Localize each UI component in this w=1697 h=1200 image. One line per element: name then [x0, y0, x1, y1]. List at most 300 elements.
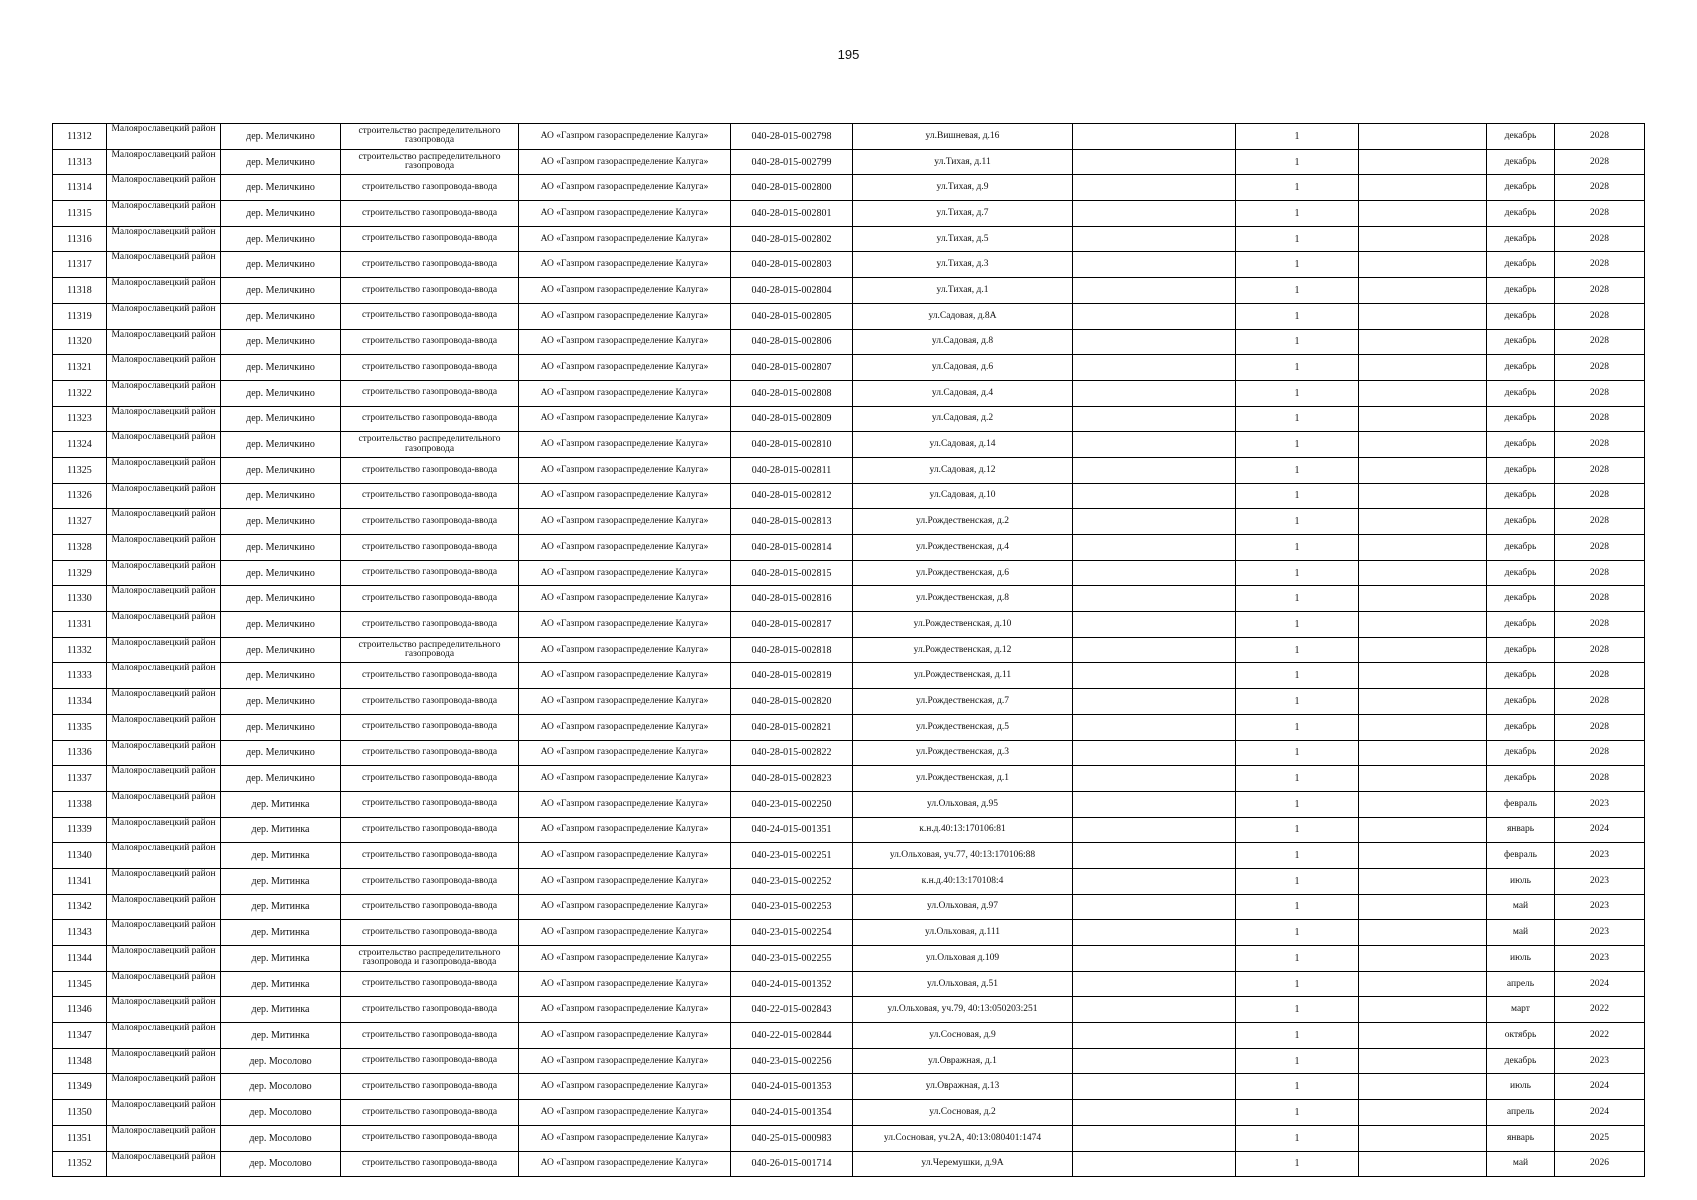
row-number: 11334: [53, 689, 107, 715]
district-cell: Малоярославецкий район: [107, 1125, 221, 1151]
table-row: [53, 149, 1645, 175]
row-number: 11339: [53, 817, 107, 843]
object-code-cell: 040-28-015-002813: [731, 509, 853, 535]
settlement-cell: дер. Меличкино: [221, 124, 341, 150]
organization-cell: АО «Газпром газораспределение Калуга»: [519, 432, 731, 458]
quantity-cell: 1: [1236, 457, 1359, 483]
quantity-cell: 1: [1236, 586, 1359, 612]
object-code-cell: 040-28-015-002814: [731, 535, 853, 561]
quantity-cell: 1: [1236, 791, 1359, 817]
organization-cell: АО «Газпром газораспределение Калуга»: [519, 1151, 731, 1177]
address-cell: ул.Садовая, д.12: [853, 457, 1073, 483]
settlement-cell: дер. Меличкино: [221, 535, 341, 561]
empty-cell: [1073, 714, 1236, 740]
address-cell: ул.Ольховая, уч.79, 40:13:050203:251: [853, 997, 1073, 1023]
empty-cell: [1359, 535, 1487, 561]
work-type-cell: строительство распределительного газопровода: [341, 149, 519, 175]
object-code-cell: 040-28-015-002800: [731, 175, 853, 201]
empty-cell: [1359, 920, 1487, 946]
organization-cell: АО «Газпром газораспределение Калуга»: [519, 894, 731, 920]
organization-cell: АО «Газпром газораспределение Калуга»: [519, 817, 731, 843]
table-row: [53, 894, 1645, 920]
address-cell: ул.Тихая, д.1: [853, 278, 1073, 304]
month-cell: декабрь: [1487, 380, 1555, 406]
month-cell: октябрь: [1487, 1023, 1555, 1049]
year-cell: 2023: [1555, 1048, 1645, 1074]
quantity-cell: 1: [1236, 637, 1359, 663]
row-number: 11351: [53, 1125, 107, 1151]
settlement-cell: дер. Митинка: [221, 997, 341, 1023]
settlement-cell: дер. Митинка: [221, 920, 341, 946]
year-cell: 2028: [1555, 406, 1645, 432]
address-cell: ул.Рождественская, д.4: [853, 535, 1073, 561]
organization-cell: АО «Газпром газораспределение Калуга»: [519, 586, 731, 612]
year-cell: 2028: [1555, 149, 1645, 175]
month-cell: декабрь: [1487, 560, 1555, 586]
empty-cell: [1073, 920, 1236, 946]
organization-cell: АО «Газпром газораспределение Калуга»: [519, 278, 731, 304]
empty-cell: [1359, 1074, 1487, 1100]
settlement-cell: дер. Меличкино: [221, 278, 341, 304]
quantity-cell: 1: [1236, 175, 1359, 201]
year-cell: 2028: [1555, 457, 1645, 483]
page-number: 195: [837, 47, 860, 62]
object-code-cell: 040-24-015-001354: [731, 1100, 853, 1126]
work-type-cell: строительство газопровода-ввода: [341, 201, 519, 227]
address-cell: ул.Рождественская, д.1: [853, 766, 1073, 792]
object-code-cell: 040-28-015-002809: [731, 406, 853, 432]
empty-cell: [1073, 1074, 1236, 1100]
quantity-cell: 1: [1236, 1125, 1359, 1151]
month-cell: июль: [1487, 946, 1555, 972]
quantity-cell: 1: [1236, 971, 1359, 997]
table-row: [53, 868, 1645, 894]
row-number: 11333: [53, 663, 107, 689]
settlement-cell: дер. Меличкино: [221, 380, 341, 406]
district-cell: Малоярославецкий район: [107, 432, 221, 458]
month-cell: декабрь: [1487, 663, 1555, 689]
quantity-cell: 1: [1236, 380, 1359, 406]
work-type-cell: строительство газопровода-ввода: [341, 303, 519, 329]
work-type-cell: строительство газопровода-ввода: [341, 997, 519, 1023]
empty-cell: [1073, 997, 1236, 1023]
month-cell: декабрь: [1487, 689, 1555, 715]
settlement-cell: дер. Меличкино: [221, 406, 341, 432]
empty-cell: [1359, 817, 1487, 843]
month-cell: май: [1487, 894, 1555, 920]
work-type-cell: строительство газопровода-ввода: [341, 535, 519, 561]
empty-cell: [1359, 175, 1487, 201]
month-cell: январь: [1487, 817, 1555, 843]
district-cell: Малоярославецкий район: [107, 997, 221, 1023]
empty-cell: [1073, 432, 1236, 458]
month-cell: июль: [1487, 868, 1555, 894]
district-cell: Малоярославецкий район: [107, 380, 221, 406]
organization-cell: АО «Газпром газораспределение Калуга»: [519, 175, 731, 201]
address-cell: ул.Сосновая, уч.2А, 40:13:080401:1474: [853, 1125, 1073, 1151]
organization-cell: АО «Газпром газораспределение Калуга»: [519, 971, 731, 997]
object-code-cell: 040-23-015-002252: [731, 868, 853, 894]
table-row: [53, 201, 1645, 227]
organization-cell: АО «Газпром газораспределение Калуга»: [519, 483, 731, 509]
organization-cell: АО «Газпром газораспределение Калуга»: [519, 535, 731, 561]
year-cell: 2028: [1555, 226, 1645, 252]
district-cell: Малоярославецкий район: [107, 1023, 221, 1049]
empty-cell: [1359, 689, 1487, 715]
table-row: [53, 586, 1645, 612]
work-type-cell: строительство газопровода-ввода: [341, 483, 519, 509]
table-row: [53, 817, 1645, 843]
settlement-cell: дер. Митинка: [221, 868, 341, 894]
settlement-cell: дер. Митинка: [221, 894, 341, 920]
empty-cell: [1359, 971, 1487, 997]
quantity-cell: 1: [1236, 278, 1359, 304]
month-cell: июль: [1487, 1074, 1555, 1100]
object-code-cell: 040-26-015-001714: [731, 1151, 853, 1177]
address-cell: ул.Ольховая, д.111: [853, 920, 1073, 946]
year-cell: 2022: [1555, 1023, 1645, 1049]
quantity-cell: 1: [1236, 406, 1359, 432]
organization-cell: АО «Газпром газораспределение Калуга»: [519, 149, 731, 175]
year-cell: 2028: [1555, 535, 1645, 561]
month-cell: май: [1487, 1151, 1555, 1177]
month-cell: апрель: [1487, 971, 1555, 997]
object-code-cell: 040-28-015-002819: [731, 663, 853, 689]
settlement-cell: дер. Меличкино: [221, 149, 341, 175]
month-cell: январь: [1487, 1125, 1555, 1151]
table-row: [53, 124, 1645, 150]
year-cell: 2028: [1555, 303, 1645, 329]
empty-cell: [1359, 483, 1487, 509]
year-cell: 2028: [1555, 201, 1645, 227]
settlement-cell: дер. Митинка: [221, 1023, 341, 1049]
work-type-cell: строительство газопровода-ввода: [341, 920, 519, 946]
settlement-cell: дер. Меличкино: [221, 432, 341, 458]
work-type-cell: строительство газопровода-ввода: [341, 971, 519, 997]
empty-cell: [1073, 637, 1236, 663]
object-code-cell: 040-28-015-002805: [731, 303, 853, 329]
table-row: [53, 637, 1645, 663]
district-cell: Малоярославецкий район: [107, 278, 221, 304]
year-cell: 2023: [1555, 791, 1645, 817]
quantity-cell: 1: [1236, 560, 1359, 586]
year-cell: 2024: [1555, 1074, 1645, 1100]
work-type-cell: строительство газопровода-ввода: [341, 226, 519, 252]
empty-cell: [1073, 329, 1236, 355]
empty-cell: [1359, 124, 1487, 150]
empty-cell: [1073, 303, 1236, 329]
empty-cell: [1073, 149, 1236, 175]
address-cell: ул.Тихая, д.11: [853, 149, 1073, 175]
table-row: [53, 457, 1645, 483]
empty-cell: [1359, 1023, 1487, 1049]
empty-cell: [1073, 226, 1236, 252]
row-number: 11340: [53, 843, 107, 869]
object-code-cell: 040-25-015-000983: [731, 1125, 853, 1151]
organization-cell: АО «Газпром газораспределение Калуга»: [519, 740, 731, 766]
work-type-cell: строительство газопровода-ввода: [341, 509, 519, 535]
address-cell: ул.Садовая, д.10: [853, 483, 1073, 509]
quantity-cell: 1: [1236, 1100, 1359, 1126]
quantity-cell: 1: [1236, 740, 1359, 766]
table-row: [53, 920, 1645, 946]
settlement-cell: дер. Митинка: [221, 791, 341, 817]
organization-cell: АО «Газпром газораспределение Калуга»: [519, 663, 731, 689]
month-cell: декабрь: [1487, 714, 1555, 740]
quantity-cell: 1: [1236, 329, 1359, 355]
empty-cell: [1073, 355, 1236, 381]
district-cell: Малоярославецкий район: [107, 714, 221, 740]
object-code-cell: 040-28-015-002810: [731, 432, 853, 458]
month-cell: декабрь: [1487, 535, 1555, 561]
work-type-cell: строительство газопровода-ввода: [341, 457, 519, 483]
year-cell: 2028: [1555, 175, 1645, 201]
month-cell: декабрь: [1487, 766, 1555, 792]
year-cell: 2022: [1555, 997, 1645, 1023]
empty-cell: [1073, 612, 1236, 638]
work-type-cell: строительство газопровода-ввода: [341, 252, 519, 278]
work-type-cell: строительство газопровода-ввода: [341, 175, 519, 201]
month-cell: декабрь: [1487, 406, 1555, 432]
object-code-cell: 040-28-015-002812: [731, 483, 853, 509]
table-row: [53, 483, 1645, 509]
address-cell: ул.Овражная, д.13: [853, 1074, 1073, 1100]
organization-cell: АО «Газпром газораспределение Калуга»: [519, 355, 731, 381]
district-cell: Малоярославецкий район: [107, 483, 221, 509]
table-row: [53, 252, 1645, 278]
organization-cell: АО «Газпром газораспределение Калуга»: [519, 1100, 731, 1126]
address-cell: ул.Тихая, д.3: [853, 252, 1073, 278]
organization-cell: АО «Газпром газораспределение Калуга»: [519, 124, 731, 150]
table-row: [53, 406, 1645, 432]
row-number: 11325: [53, 457, 107, 483]
district-cell: Малоярославецкий район: [107, 329, 221, 355]
month-cell: декабрь: [1487, 201, 1555, 227]
empty-cell: [1359, 201, 1487, 227]
quantity-cell: 1: [1236, 868, 1359, 894]
empty-cell: [1073, 509, 1236, 535]
year-cell: 2028: [1555, 483, 1645, 509]
work-type-cell: строительство газопровода-ввода: [341, 1023, 519, 1049]
row-number: 11319: [53, 303, 107, 329]
work-type-cell: строительство газопровода-ввода: [341, 817, 519, 843]
empty-cell: [1359, 329, 1487, 355]
address-cell: ул.Ольховая д.109: [853, 946, 1073, 972]
year-cell: 2028: [1555, 689, 1645, 715]
settlement-cell: дер. Меличкино: [221, 689, 341, 715]
quantity-cell: 1: [1236, 689, 1359, 715]
year-cell: 2028: [1555, 380, 1645, 406]
empty-cell: [1073, 535, 1236, 561]
year-cell: 2023: [1555, 920, 1645, 946]
month-cell: декабрь: [1487, 1048, 1555, 1074]
address-cell: ул.Рождественская, д.10: [853, 612, 1073, 638]
month-cell: декабрь: [1487, 149, 1555, 175]
organization-cell: АО «Газпром газораспределение Калуга»: [519, 1048, 731, 1074]
quantity-cell: 1: [1236, 252, 1359, 278]
year-cell: 2028: [1555, 637, 1645, 663]
quantity-cell: 1: [1236, 1151, 1359, 1177]
empty-cell: [1359, 1100, 1487, 1126]
organization-cell: АО «Газпром газораспределение Калуга»: [519, 201, 731, 227]
table-row: [53, 740, 1645, 766]
address-cell: ул.Садовая, д.14: [853, 432, 1073, 458]
year-cell: 2028: [1555, 714, 1645, 740]
work-type-cell: строительство газопровода-ввода: [341, 1048, 519, 1074]
year-cell: 2028: [1555, 329, 1645, 355]
row-number: 11316: [53, 226, 107, 252]
district-cell: Малоярославецкий район: [107, 817, 221, 843]
district-cell: Малоярославецкий район: [107, 1151, 221, 1177]
settlement-cell: дер. Меличкино: [221, 175, 341, 201]
object-code-cell: 040-28-015-002799: [731, 149, 853, 175]
address-cell: ул.Сосновая, д.2: [853, 1100, 1073, 1126]
empty-cell: [1359, 612, 1487, 638]
row-number: 11337: [53, 766, 107, 792]
year-cell: 2028: [1555, 766, 1645, 792]
month-cell: декабрь: [1487, 483, 1555, 509]
empty-cell: [1073, 894, 1236, 920]
row-number: 11328: [53, 535, 107, 561]
month-cell: декабрь: [1487, 355, 1555, 381]
district-cell: Малоярославецкий район: [107, 226, 221, 252]
work-type-cell: строительство газопровода-ввода: [341, 663, 519, 689]
district-cell: Малоярославецкий район: [107, 355, 221, 381]
work-type-cell: строительство газопровода-ввода: [341, 329, 519, 355]
organization-cell: АО «Газпром газораспределение Калуга»: [519, 1023, 731, 1049]
object-code-cell: 040-23-015-002251: [731, 843, 853, 869]
object-code-cell: 040-22-015-002843: [731, 997, 853, 1023]
year-cell: 2026: [1555, 1151, 1645, 1177]
settlement-cell: дер. Мосолово: [221, 1125, 341, 1151]
organization-cell: АО «Газпром газораспределение Калуга»: [519, 1125, 731, 1151]
table-row: [53, 612, 1645, 638]
table-body: [53, 124, 1645, 1177]
settlement-cell: дер. Меличкино: [221, 586, 341, 612]
table-row: [53, 509, 1645, 535]
address-cell: ул.Рождественская, д.8: [853, 586, 1073, 612]
district-cell: Малоярославецкий район: [107, 560, 221, 586]
row-number: 11324: [53, 432, 107, 458]
empty-cell: [1359, 149, 1487, 175]
work-type-cell: строительство распределительного газопровода и газопровода-ввода: [341, 946, 519, 972]
month-cell: декабрь: [1487, 432, 1555, 458]
settlement-cell: дер. Митинка: [221, 946, 341, 972]
settlement-cell: дер. Мосолово: [221, 1048, 341, 1074]
settlement-cell: дер. Митинка: [221, 817, 341, 843]
empty-cell: [1359, 432, 1487, 458]
address-cell: ул.Рождественская, д.2: [853, 509, 1073, 535]
table-row: [53, 329, 1645, 355]
work-type-cell: строительство газопровода-ввода: [341, 406, 519, 432]
address-cell: ул.Тихая, д.9: [853, 175, 1073, 201]
row-number: 11329: [53, 560, 107, 586]
empty-cell: [1359, 637, 1487, 663]
row-number: 11318: [53, 278, 107, 304]
empty-cell: [1073, 124, 1236, 150]
month-cell: декабрь: [1487, 329, 1555, 355]
object-code-cell: 040-28-015-002808: [731, 380, 853, 406]
empty-cell: [1359, 1151, 1487, 1177]
work-type-cell: строительство газопровода-ввода: [341, 355, 519, 381]
object-code-cell: 040-23-015-002254: [731, 920, 853, 946]
empty-cell: [1359, 868, 1487, 894]
row-number: 11336: [53, 740, 107, 766]
empty-cell: [1073, 1100, 1236, 1126]
address-cell: ул.Рождественская, д.6: [853, 560, 1073, 586]
year-cell: 2028: [1555, 124, 1645, 150]
empty-cell: [1073, 1125, 1236, 1151]
quantity-cell: 1: [1236, 817, 1359, 843]
address-cell: ул.Рождественская, д.12: [853, 637, 1073, 663]
table-row: [53, 226, 1645, 252]
row-number: 11317: [53, 252, 107, 278]
district-cell: Малоярославецкий район: [107, 971, 221, 997]
district-cell: Малоярославецкий район: [107, 149, 221, 175]
settlement-cell: дер. Меличкино: [221, 457, 341, 483]
row-number: 11327: [53, 509, 107, 535]
work-type-cell: строительство газопровода-ввода: [341, 843, 519, 869]
month-cell: март: [1487, 997, 1555, 1023]
empty-cell: [1359, 714, 1487, 740]
address-cell: ул.Тихая, д.7: [853, 201, 1073, 227]
address-cell: ул.Ольховая, д.95: [853, 791, 1073, 817]
empty-cell: [1359, 894, 1487, 920]
month-cell: декабрь: [1487, 252, 1555, 278]
table-row: [53, 714, 1645, 740]
table-row: [53, 971, 1645, 997]
object-code-cell: 040-28-015-002798: [731, 124, 853, 150]
quantity-cell: 1: [1236, 894, 1359, 920]
year-cell: 2024: [1555, 971, 1645, 997]
table-row: [53, 791, 1645, 817]
empty-cell: [1073, 560, 1236, 586]
settlement-cell: дер. Меличкино: [221, 355, 341, 381]
table-row: [53, 689, 1645, 715]
object-code-cell: 040-28-015-002822: [731, 740, 853, 766]
empty-cell: [1073, 278, 1236, 304]
settlement-cell: дер. Меличкино: [221, 714, 341, 740]
empty-cell: [1359, 946, 1487, 972]
row-number: 11312: [53, 124, 107, 150]
settlement-cell: дер. Меличкино: [221, 329, 341, 355]
object-code-cell: 040-28-015-002821: [731, 714, 853, 740]
organization-cell: АО «Газпром газораспределение Калуга»: [519, 997, 731, 1023]
empty-cell: [1073, 663, 1236, 689]
district-cell: Малоярославецкий район: [107, 535, 221, 561]
organization-cell: АО «Газпром газораспределение Калуга»: [519, 509, 731, 535]
empty-cell: [1073, 175, 1236, 201]
work-type-cell: строительство распределительного газопровода: [341, 124, 519, 150]
organization-cell: АО «Газпром газораспределение Калуга»: [519, 1074, 731, 1100]
organization-cell: АО «Газпром газораспределение Калуга»: [519, 714, 731, 740]
empty-cell: [1073, 689, 1236, 715]
settlement-cell: дер. Меличкино: [221, 252, 341, 278]
empty-cell: [1359, 509, 1487, 535]
address-cell: к.н.д.40:13:170106:81: [853, 817, 1073, 843]
empty-cell: [1073, 1023, 1236, 1049]
empty-cell: [1073, 791, 1236, 817]
table-row: [53, 355, 1645, 381]
organization-cell: АО «Газпром газораспределение Калуга»: [519, 252, 731, 278]
empty-cell: [1073, 586, 1236, 612]
row-number: 11352: [53, 1151, 107, 1177]
quantity-cell: 1: [1236, 714, 1359, 740]
month-cell: декабрь: [1487, 740, 1555, 766]
year-cell: 2028: [1555, 586, 1645, 612]
row-number: 11338: [53, 791, 107, 817]
quantity-cell: 1: [1236, 149, 1359, 175]
